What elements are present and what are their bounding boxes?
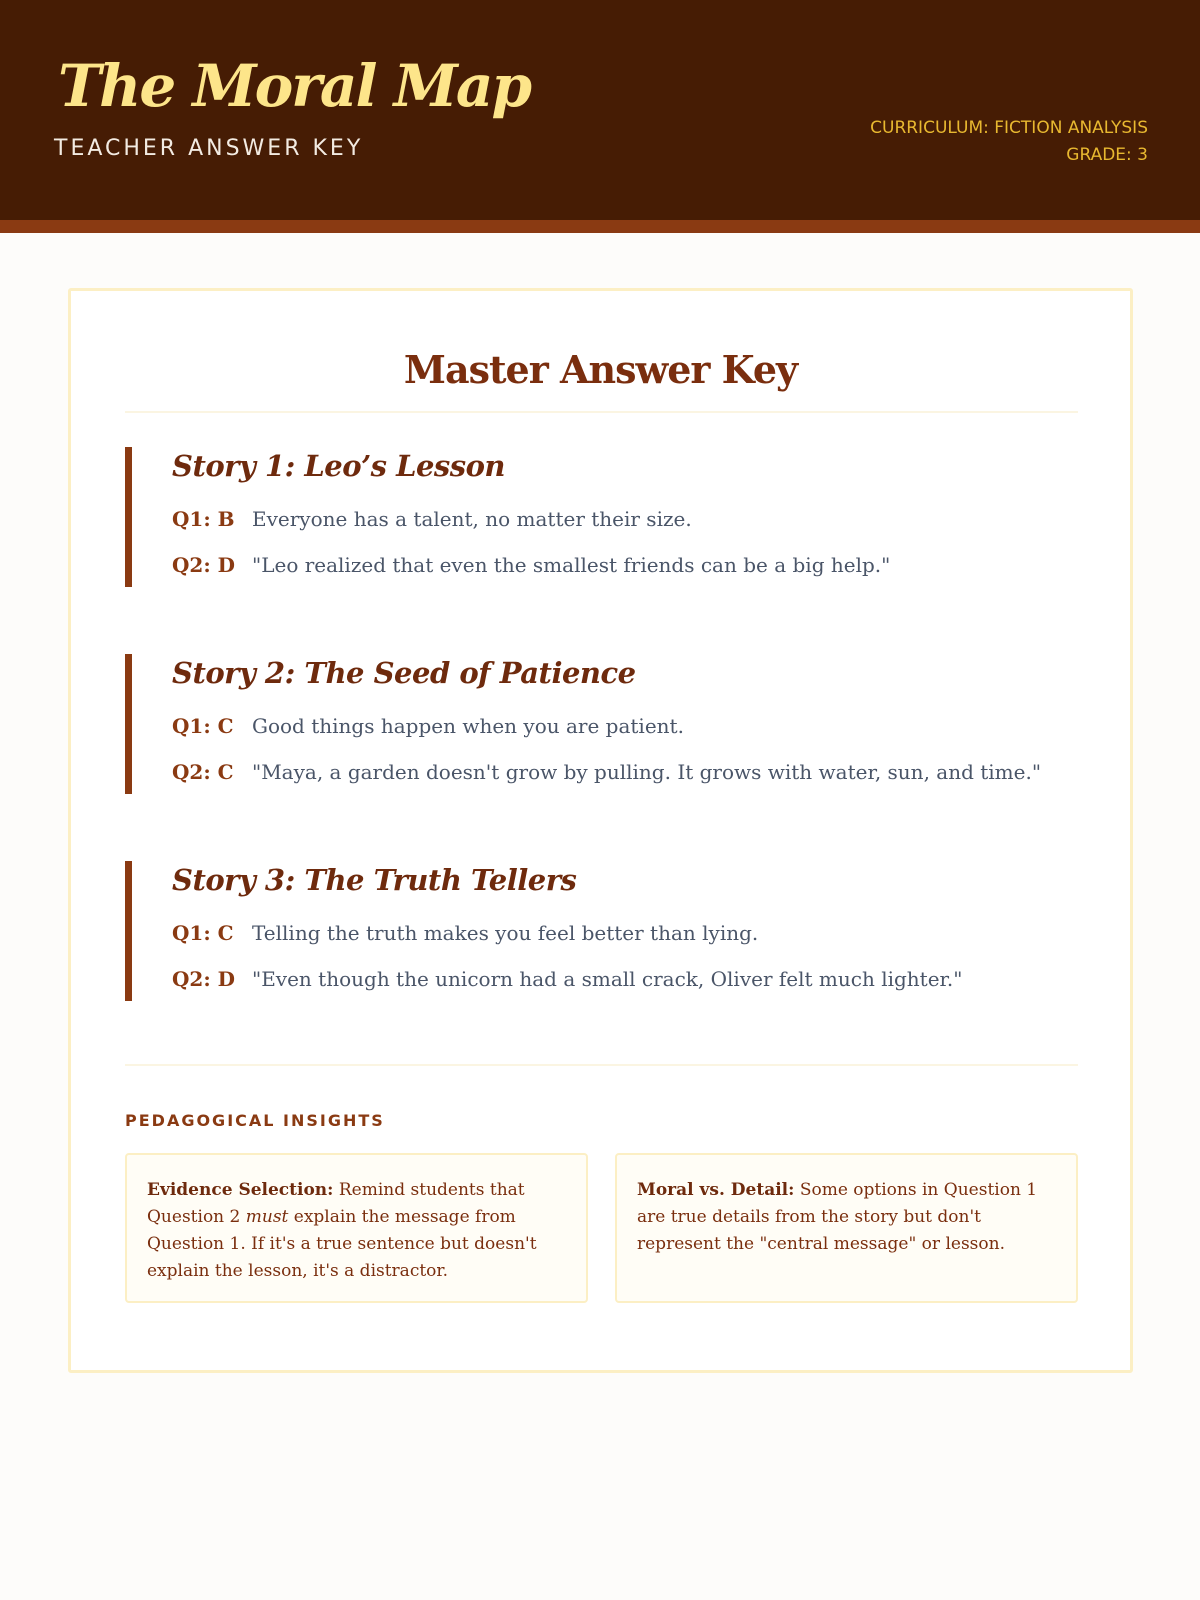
story-title: Story 2: The Seed of Patience bbox=[172, 656, 636, 690]
answer-label: Q2: D bbox=[172, 553, 236, 577]
answer-row bbox=[172, 760, 1041, 790]
curriculum-meta bbox=[870, 115, 1148, 169]
answer-row bbox=[172, 507, 692, 537]
story-section bbox=[125, 861, 1078, 1001]
answer-text: Everyone has a talent, no matter their size. bbox=[252, 507, 692, 531]
insights-heading: PEDAGOGICAL INSIGHTS bbox=[125, 1111, 385, 1130]
answer-label: Q1: C bbox=[172, 921, 234, 945]
answer-row bbox=[172, 553, 890, 583]
grade-label: GRADE: 3 bbox=[1066, 145, 1148, 165]
answer-text: "Even though the unicorn had a small crack, Oliver felt much lighter." bbox=[252, 967, 963, 991]
document-subtitle: TEACHER ANSWER KEY bbox=[54, 136, 364, 161]
insight-box-evidence bbox=[125, 1153, 588, 1303]
answer-label: Q2: D bbox=[172, 967, 236, 991]
answer-row bbox=[172, 921, 758, 951]
answer-text: "Maya, a garden doesn't grow by pulling. It grows with water, sun, and time." bbox=[252, 760, 1042, 784]
insight-emphasis: must bbox=[245, 1207, 289, 1227]
insight-text: explain the message from Question 1. If it's a true sentence but doesn't explain the lesson, it's a distractor. bbox=[147, 1207, 537, 1281]
answer-row bbox=[172, 967, 962, 997]
header-stripe bbox=[0, 220, 1200, 233]
answer-row bbox=[172, 714, 684, 744]
brand-title: The Moral Map bbox=[58, 52, 531, 120]
answer-label: Q1: C bbox=[172, 714, 234, 738]
curriculum-label: CURRICULUM: FICTION ANALYSIS bbox=[870, 118, 1148, 138]
story-section bbox=[125, 447, 1078, 587]
story-title: Story 1: Leo’s Lesson bbox=[172, 449, 506, 483]
answer-label: Q1: B bbox=[172, 507, 235, 531]
section-divider bbox=[125, 1064, 1078, 1066]
answer-key-card bbox=[68, 288, 1133, 1373]
answer-label: Q2: C bbox=[172, 760, 234, 784]
answer-text: Good things happen when you are patient. bbox=[252, 714, 684, 738]
answer-text: "Leo realized that even the smallest friends can be a big help." bbox=[252, 553, 891, 577]
story-title: Story 3: The Truth Tellers bbox=[172, 863, 577, 897]
insight-text: Some options in Question 1 are true details from the story but don't represent the "central message" or lesson. bbox=[637, 1180, 1038, 1254]
answer-key-title: Master Answer Key bbox=[403, 347, 798, 392]
page-header bbox=[0, 0, 1200, 220]
insight-label: Evidence Selection: bbox=[147, 1180, 334, 1200]
title-divider bbox=[125, 411, 1078, 413]
insight-box-moral bbox=[615, 1153, 1078, 1303]
answer-text: Telling the truth makes you feel better than lying. bbox=[252, 921, 759, 945]
insight-label: Moral vs. Detail: bbox=[637, 1180, 795, 1200]
story-section bbox=[125, 654, 1078, 794]
insight-text: Remind students that Question 2 bbox=[147, 1180, 525, 1227]
